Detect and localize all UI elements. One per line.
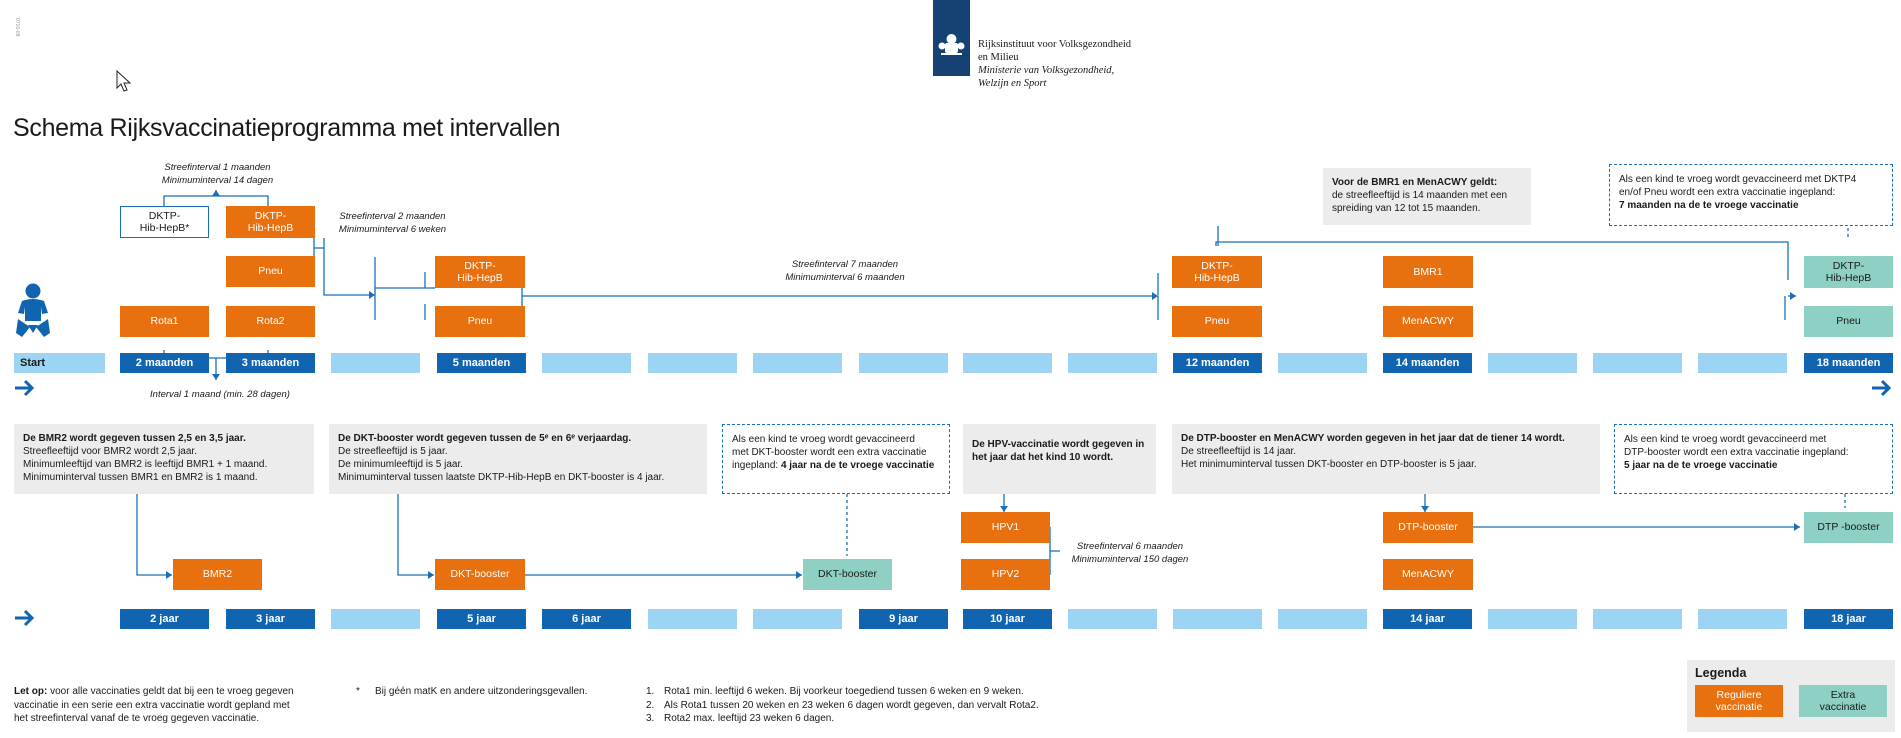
timeline-cell — [331, 609, 420, 629]
footer-note-text: vaccinatie in een serie een extra vaccinatie wordt gepland met — [14, 699, 290, 711]
baby-icon — [14, 283, 52, 341]
info-text: Als een kind te vroeg wordt gevaccineerd met — [1624, 434, 1827, 445]
info-bmr1-menacwy — [1323, 168, 1531, 225]
ministry-line-1: Ministerie van Volksgezondheid, — [978, 65, 1115, 76]
info-hpv — [963, 424, 1156, 494]
interval-note-2-target: Streefinterval 2 maanden — [339, 211, 446, 222]
info-title: De DKT-booster wordt gegeven tussen de 5ᵉ en 6ᵉ verjaardag. — [338, 433, 632, 444]
rijksoverheid-logo — [933, 0, 970, 76]
legend-title: Legenda — [1695, 666, 1747, 680]
vaccine-label: Hib-HepB — [1194, 272, 1240, 284]
footnote-text: Rota2 max. leeftijd 23 weken 6 dagen. — [664, 713, 835, 724]
timeline-cell: 9 jaar — [859, 609, 948, 629]
info-text: De streefleeftijd is 5 jaar. — [338, 446, 448, 457]
interval-note-3 — [770, 259, 920, 284]
vaccine-pneu-12m: Pneu — [1172, 306, 1262, 337]
footnote-number: 1. — [646, 686, 655, 697]
interval-note-2 — [330, 211, 455, 236]
timeline-cell: 12 maanden — [1173, 353, 1262, 373]
timeline-cell — [331, 353, 420, 373]
info-title: het jaar dat het kind 10 wordt. — [972, 452, 1114, 463]
timeline-cell: 5 maanden — [437, 353, 526, 373]
vaccine-dkt-booster: DKT-booster — [435, 559, 525, 590]
info-text: Als een kind te vroeg wordt gevaccineerd met DKTP4 — [1619, 174, 1857, 185]
organisation-name — [978, 38, 1131, 90]
legend-label: vaccinatie — [1715, 701, 1763, 713]
timeline-cell: 14 maanden — [1383, 353, 1472, 373]
vaccine-dtp-booster: DTP-booster — [1383, 512, 1473, 543]
interval-note-1 — [150, 162, 285, 187]
info-text: spreiding van 12 tot 15 maanden. — [1332, 203, 1481, 214]
footer-note-text: voor alle vaccinaties geldt dat bij een te vroeg gegeven — [47, 686, 294, 697]
timeline-cell: 14 jaar — [1383, 609, 1472, 629]
interval-note-3-min: Minimuminterval 6 maanden — [785, 271, 905, 283]
timeline-cell — [542, 353, 631, 373]
info-text: DTP-booster wordt een extra vaccinatie ingepland: — [1624, 447, 1849, 458]
vaccine-label: Hib-HepB — [1825, 272, 1872, 284]
vaccine-hpv2: HPV2 — [961, 559, 1050, 590]
vaccine-rota1: Rota1 — [120, 306, 209, 337]
info-text-bold: 5 jaar na de te vroege vaccinatie — [1624, 460, 1778, 471]
vaccine-dkt-booster-extra: DKT-booster — [803, 559, 892, 590]
info-text: Streefleeftijd voor BMR2 wordt 2,5 jaar. — [23, 446, 197, 457]
info-text: ingepland: — [732, 460, 781, 471]
timeline-cell: Start — [14, 353, 105, 373]
footer-note-text: het streefinterval vanaf de te vroeg gegeven vaccinatie. — [14, 713, 260, 724]
info-dtp-booster — [1172, 424, 1600, 494]
timeline-cell — [1593, 353, 1682, 373]
info-text-bold: 7 maanden na de te vroege vaccinatie — [1619, 200, 1799, 211]
timeline-cell: 18 jaar — [1804, 609, 1893, 629]
footnote-number: 3. — [646, 713, 655, 724]
timeline-cell — [1698, 609, 1787, 629]
info-text: De streefleeftijd is 14 jaar. — [1181, 446, 1297, 457]
crest-icon — [937, 30, 966, 58]
org-line-2: en Milieu — [978, 52, 1019, 63]
vaccine-label: DKTP- — [1832, 259, 1865, 272]
footnote-number: 2. — [646, 699, 655, 711]
timeline-cell: 10 jaar — [963, 609, 1052, 629]
legend-label: Extra — [1830, 688, 1856, 701]
vaccine-hpv1: HPV1 — [961, 512, 1050, 543]
info-text: Minimuminterval tussen laatste DKTP-Hib-HepB en DKT-booster is 4 jaar. — [338, 472, 665, 483]
timeline-cell — [963, 353, 1052, 373]
timeline-cell: 6 jaar — [542, 609, 631, 629]
interval-note-3-target: Streefinterval 7 maanden — [791, 259, 899, 270]
legend-label: vaccinatie — [1819, 701, 1867, 713]
info-text-bold: 4 jaar na de te vroege vaccinatie — [780, 460, 935, 471]
vaccine-bmr2: BMR2 — [173, 559, 262, 590]
vaccine-bmr1: BMR1 — [1383, 256, 1473, 288]
timeline-cell: 3 maanden — [226, 353, 315, 373]
interval-note-5 — [1060, 541, 1200, 566]
vaccine-pneu-extra: Pneu — [1804, 306, 1893, 337]
info-text: en/of Pneu wordt een extra vaccinatie ingepland: — [1619, 187, 1836, 198]
vaccine-label: DKTP- — [148, 209, 181, 222]
info-dkt-extra — [722, 424, 950, 494]
info-text: De minimumleeftijd is 5 jaar. — [338, 459, 464, 470]
vaccine-label: DKTP- — [254, 209, 287, 222]
vaccine-dktp-extra — [1804, 256, 1893, 288]
vaccine-menacwy-14m: MenACWY — [1383, 306, 1473, 337]
document-code: 0716-08 — [14, 18, 20, 37]
info-bmr2 — [14, 424, 314, 494]
timeline-cell — [859, 353, 948, 373]
info-title: De HPV-vaccinatie wordt gegeven in — [972, 439, 1145, 450]
info-dtp-extra — [1614, 424, 1893, 494]
vaccine-label: Hib-HepB — [457, 272, 503, 284]
timeline-cell — [1068, 353, 1157, 373]
interval-note-5-min: Minimuminterval 150 dagen — [1071, 553, 1189, 565]
vaccine-label: Hib-HepB* — [139, 222, 190, 234]
footer-star-text: Bij géén matK en andere uitzonderingsgevallen. — [375, 686, 588, 697]
timeline-cell: 2 jaar — [120, 609, 209, 629]
legend — [1687, 660, 1895, 732]
legend-label: Reguliere — [1716, 688, 1762, 701]
timeline-cell — [648, 353, 737, 373]
vaccine-dktp-outline — [120, 206, 209, 238]
timeline-cell — [1488, 609, 1577, 629]
timeline-cell: 5 jaar — [437, 609, 526, 629]
footer-note-bold: Let op: — [14, 686, 48, 697]
info-text: Het minimuminterval tussen DKT-booster en DTP-booster is 5 jaar. — [1181, 459, 1477, 470]
vaccine-dktp-5m — [435, 256, 525, 288]
footer-note — [14, 685, 314, 726]
vaccine-label: DKTP- — [464, 259, 496, 272]
info-title: Voor de BMR1 en MenACWY geldt: — [1332, 177, 1498, 188]
info-title: De DTP-booster en MenACWY worden gegeven in het jaar dat de tiener 14 wordt. — [1181, 433, 1565, 444]
interval-note-4: Interval 1 maand (min. 28 dagen) — [150, 389, 290, 400]
timeline-cell — [648, 609, 737, 629]
timeline-cell — [1278, 609, 1367, 629]
interval-note-5-target: Streefinterval 6 maanden — [1076, 541, 1184, 552]
vaccine-pneu-5m: Pneu — [435, 306, 525, 337]
interval-note-1-target: Streefinterval 1 maanden — [164, 162, 271, 173]
vaccine-label: DKTP- — [1201, 259, 1233, 272]
vaccine-dktp-12m — [1172, 256, 1262, 288]
vaccine-menacwy-14j: MenACWY — [1383, 559, 1473, 590]
timeline-cell — [1488, 353, 1577, 373]
footnotes — [646, 685, 1066, 726]
vaccine-pneu-3m: Pneu — [226, 256, 315, 287]
footnote-text: Als Rota1 tussen 20 weken en 23 weken 6 dagen wordt gegeven, dan vervalt Rota2. — [664, 699, 1039, 711]
timeline-cell — [753, 353, 842, 373]
timeline-cell — [1068, 609, 1157, 629]
info-text: Als een kind te vroeg wordt gevaccineerd — [732, 434, 915, 445]
vaccine-label: Hib-HepB — [247, 222, 294, 234]
info-dkt-booster — [329, 424, 707, 494]
interval-note-2-min: Minimuminterval 6 weken — [338, 223, 447, 235]
org-line-1: Rijksinstituut voor Volksgezondheid — [978, 39, 1132, 50]
timeline-cell: 3 jaar — [226, 609, 315, 629]
timeline-cell — [753, 609, 842, 629]
vaccine-dktp-3m — [226, 206, 315, 238]
info-text: de streefleeftijd is 14 maanden met een — [1332, 190, 1508, 201]
interval-note-1-min: Minimuminterval 14 dagen — [161, 174, 274, 186]
vaccine-dtp-booster-extra: DTP -booster — [1804, 512, 1893, 543]
legend-regular — [1695, 685, 1783, 717]
timeline-cell — [1173, 609, 1262, 629]
info-title: De BMR2 wordt gegeven tussen 2,5 en 3,5 jaar. — [23, 433, 246, 444]
info-text: met DKT-booster wordt een extra vaccinatie — [732, 447, 927, 458]
timeline-cell — [1278, 353, 1367, 373]
vaccine-rota2: Rota2 — [226, 306, 315, 337]
ministry-line-2: Welzijn en Sport — [978, 78, 1047, 89]
info-text: Minimumleeftijd van BMR2 is leeftijd BMR1 + 1 maand. — [23, 459, 268, 470]
legend-extra — [1799, 685, 1887, 717]
info-text: Minimuminterval tussen BMR1 en BMR2 is 1 maand. — [23, 472, 258, 483]
footer-star: * — [356, 686, 360, 697]
info-dktp4-extra — [1609, 164, 1893, 226]
timeline-cell — [1698, 353, 1787, 373]
timeline-cell — [1593, 609, 1682, 629]
page-title: Schema Rijksvaccinatieprogramma met intervallen — [13, 114, 561, 142]
footnote-text: Rota1 min. leeftijd 6 weken. Bij voorkeur toegediend tussen 6 weken en 9 weken. — [664, 686, 1024, 697]
timeline-cell: 2 maanden — [120, 353, 209, 373]
timeline-cell: 18 maanden — [1804, 353, 1893, 373]
